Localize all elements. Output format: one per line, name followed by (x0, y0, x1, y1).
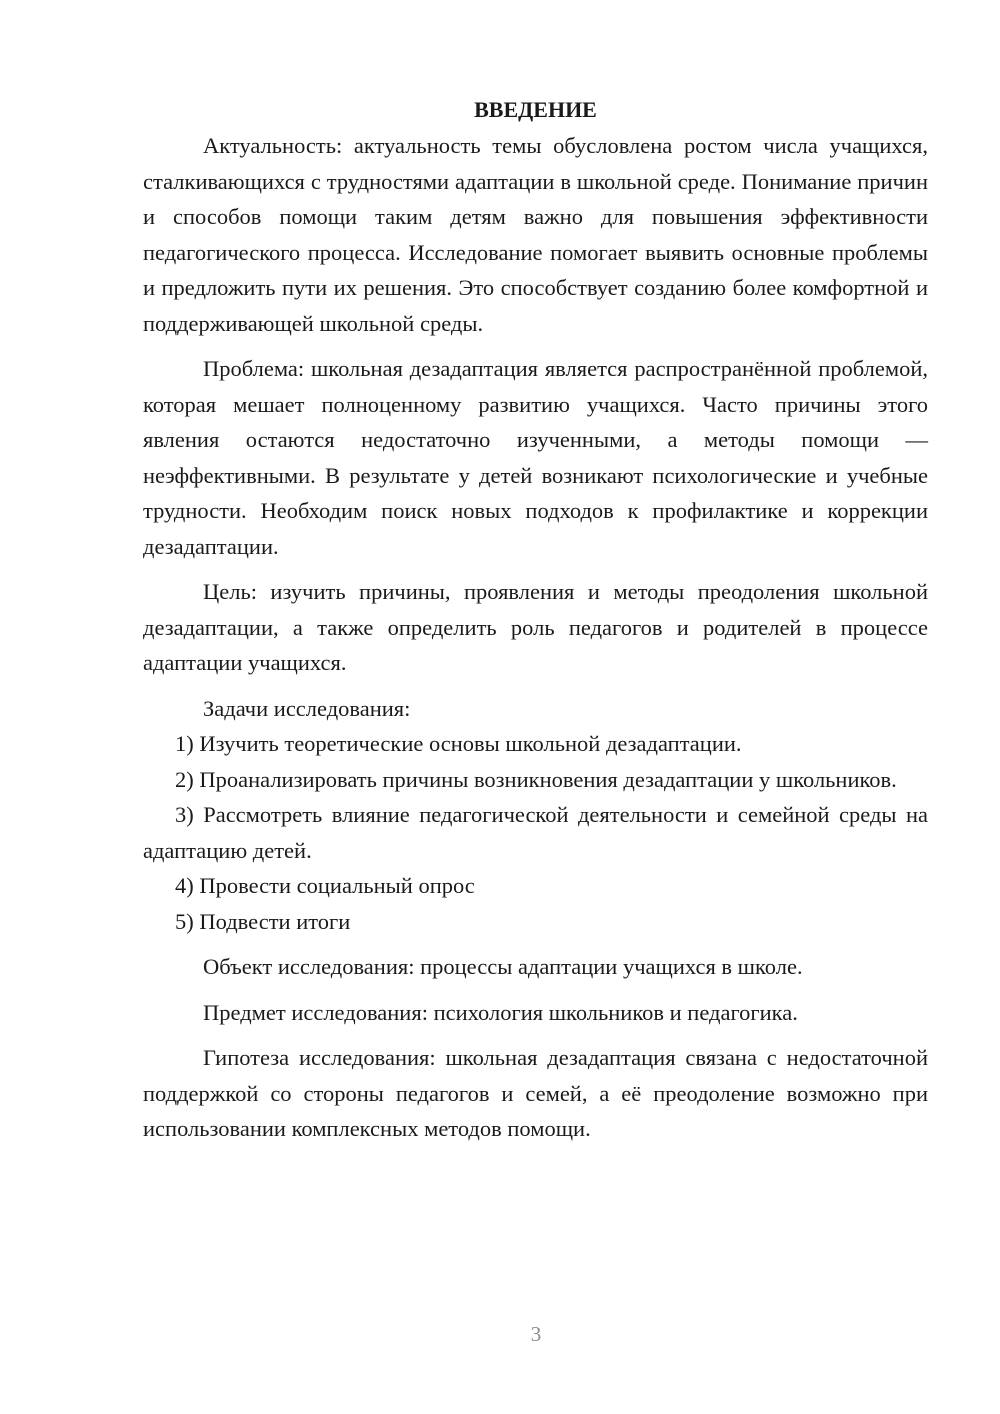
task-item-1: 1) Изучить теоретические основы школьной дезадаптации. (175, 731, 742, 756)
relevance-paragraph: Актуальность: актуальность темы обусловлена ростом числа учащихся, сталкивающихся с трудностями адаптации в школьной среде. Понимание причин и способов помощи таким детям важно для повышения эффективности педагогического процесса. Исследование помогает выявить основные проблемы и предложить пути их решения. Это способствует созданию более комфортной и поддерживающей школьной среды. (143, 133, 928, 336)
task-item-5: 5) Подвести итоги (175, 908, 351, 934)
hypothesis-paragraph: Гипотеза исследования: школьная дезадаптация связана с недостаточной поддержкой со стороны педагогов и семей, а её преодоление возможно при использовании комплексных методов помощи. (143, 1045, 928, 1141)
page-number: 3 (530, 1322, 542, 1346)
page-content (143, 94, 928, 1147)
subject-paragraph: Предмет исследования: психология школьников и педагогика. (203, 999, 798, 1025)
task-item-4: 4) Провести социальный опрос (175, 873, 475, 898)
task-item-2: 2) Проанализировать причины возникновения дезадаптации у школьников. (175, 766, 897, 792)
tasks-heading: Задачи исследования: (203, 695, 411, 721)
section-title: ВВЕДЕНИЕ (474, 97, 597, 122)
object-paragraph: Объект исследования: процессы адаптации учащихся в школе. (203, 954, 803, 979)
problem-paragraph: Проблема: школьная дезадаптация является распространённой проблемой, которая мешает полноценному развитию учащихся. Часто причины этого явления остаются недостаточно изученными, а методы помощи — неэффективными. В результате у детей возникают психологические и учебные трудности. Необходим поиск новых подходов к профилактике и коррекции дезадаптации. (143, 356, 928, 559)
task-item-3: 3) Рассмотреть влияние педагогической деятельности и семейной среды на адаптацию детей. (143, 802, 928, 863)
goal-paragraph: Цель: изучить причины, проявления и методы преодоления школьной дезадаптации, а также определить роль педагогов и родителей в процессе адаптации учащихся. (143, 579, 928, 675)
